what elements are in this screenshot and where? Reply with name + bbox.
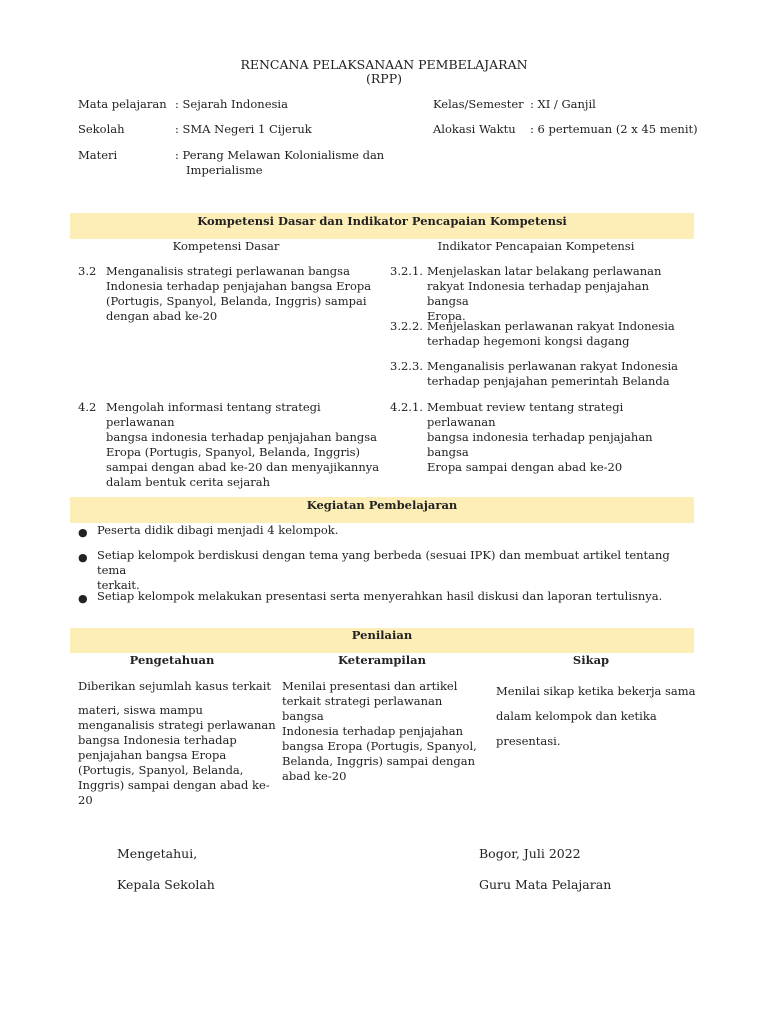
pengetahuan-header: Pengetahuan [129, 653, 215, 667]
kompetensi-band [70, 213, 694, 239]
ipk-number: 3.2.2. [390, 319, 423, 333]
keterampilan-text: Menilai presentasi dan artikel terkait strategi perlawanan bangsa Indonesia terhadap penjajahan bangsa Eropa (Portugis, Spanyol, Belanda, Inggris) sampai dengan abad ke-20 [282, 679, 477, 783]
kelas-value: : XI / Ganjil [530, 97, 596, 111]
alokasi-value: : 6 pertemuan (2 x 45 menit) [530, 122, 698, 136]
kegiatan-band-title: Kegiatan Pembelajaran [306, 498, 458, 512]
document-title: RENCANA PELAKSANAAN PEMBELAJARAN [240, 57, 528, 72]
signature-left-line2: Kepala Sekolah [117, 877, 215, 892]
sikap-text: Menilai sikap ketika bekerja sama dalam kelompok dan ketika presentasi. [496, 684, 696, 748]
sekolah-value: : SMA Negeri 1 Cijeruk [175, 122, 312, 136]
ipk-header: Indikator Pencapaian Kompetensi [437, 239, 635, 253]
penilaian-band [70, 628, 694, 653]
pengetahuan-text: materi, siswa mampu menganalisis strategi perlawanan bangsa Indonesia terhadap penjajahan bangsa Eropa (Portugis, Spanyol, Belanda, Inggris) sampai dengan abad ke- 20 [78, 703, 276, 807]
document-subtitle: (RPP) [366, 71, 402, 86]
kd-text: Mengolah informasi tentang strategi perlawanan bangsa indonesia terhadap penjajahan bangsa Eropa (Portugis, Spanyol, Belanda, Inggris) sampai dengan abad ke-20 dan menyajikannya dalam bentuk cerita sejarah [106, 400, 380, 489]
mapel-value: : Sejarah Indonesia [175, 97, 288, 111]
materi-label: Materi [78, 148, 118, 162]
sikap-header: Sikap [572, 653, 610, 667]
kd-number: 3.2 [78, 264, 97, 278]
ipk-text: Membuat review tentang strategi perlawanan bangsa indonesia terhadap penjajahan bangsa Eropa sampai dengan abad ke-20 [427, 400, 653, 474]
kegiatan-item: Setiap kelompok melakukan presentasi serta menyerahkan hasil diskusi dan laporan tertulisnya. [97, 589, 663, 603]
kd-number: 4.2 [78, 400, 97, 414]
kd-header: Kompetensi Dasar [172, 239, 280, 253]
keterampilan-header: Keterampilan [338, 653, 426, 667]
bullet-icon: ● [78, 526, 88, 539]
ipk-number: 3.2.1. [390, 264, 423, 278]
signature-right-line2: Guru Mata Pelajaran [479, 877, 612, 892]
materi-value-line2: Imperialisme [186, 163, 263, 177]
signature-right-line1: Bogor, Juli 2022 [479, 846, 581, 861]
bullet-icon: ● [78, 551, 88, 564]
alokasi-label: Alokasi Waktu [433, 122, 516, 136]
ipk-text: Menganalisis perlawanan rakyat Indonesia terhadap penjajahan pemerintah Belanda [427, 359, 679, 388]
sekolah-label: Sekolah [78, 122, 125, 136]
materi-value-line1: : Perang Melawan Kolonialisme dan [175, 148, 385, 162]
kd-text: Menganalisis strategi perlawanan bangsa Indonesia terhadap penjajahan bangsa Eropa (Portugis, Spanyol, Belanda, Inggris) sampai dengan abad ke-20 [106, 264, 372, 323]
bullet-icon: ● [78, 592, 88, 605]
ipk-number: 3.2.3. [390, 359, 423, 373]
ipk-text: Menjelaskan latar belakang perlawanan rakyat Indonesia terhadap penjajahan bangsa Eropa. [427, 264, 662, 323]
kompetensi-band-title: Kompetensi Dasar dan Indikator Pencapaian Kompetensi [197, 214, 567, 228]
signature-left-line1: Mengetahui, [117, 846, 198, 861]
kegiatan-item: Setiap kelompok berdiskusi dengan tema yang berbeda (sesuai IPK) dan membuat artikel tentang tema terkait. [97, 548, 670, 592]
pengetahuan-first-line: Diberikan sejumlah kasus terkait [78, 679, 272, 693]
kegiatan-item: Peserta didik dibagi menjadi 4 kelompok. [97, 523, 339, 537]
kegiatan-band [70, 497, 694, 523]
ipk-number: 4.2.1. [390, 400, 423, 414]
mapel-label: Mata pelajaran [78, 97, 167, 111]
kelas-label: Kelas/Semester [433, 97, 524, 111]
penilaian-band-title: Penilaian [351, 628, 413, 642]
ipk-text: Menjelaskan perlawanan rakyat Indonesia terhadap hegemoni kongsi dagang [427, 319, 675, 348]
